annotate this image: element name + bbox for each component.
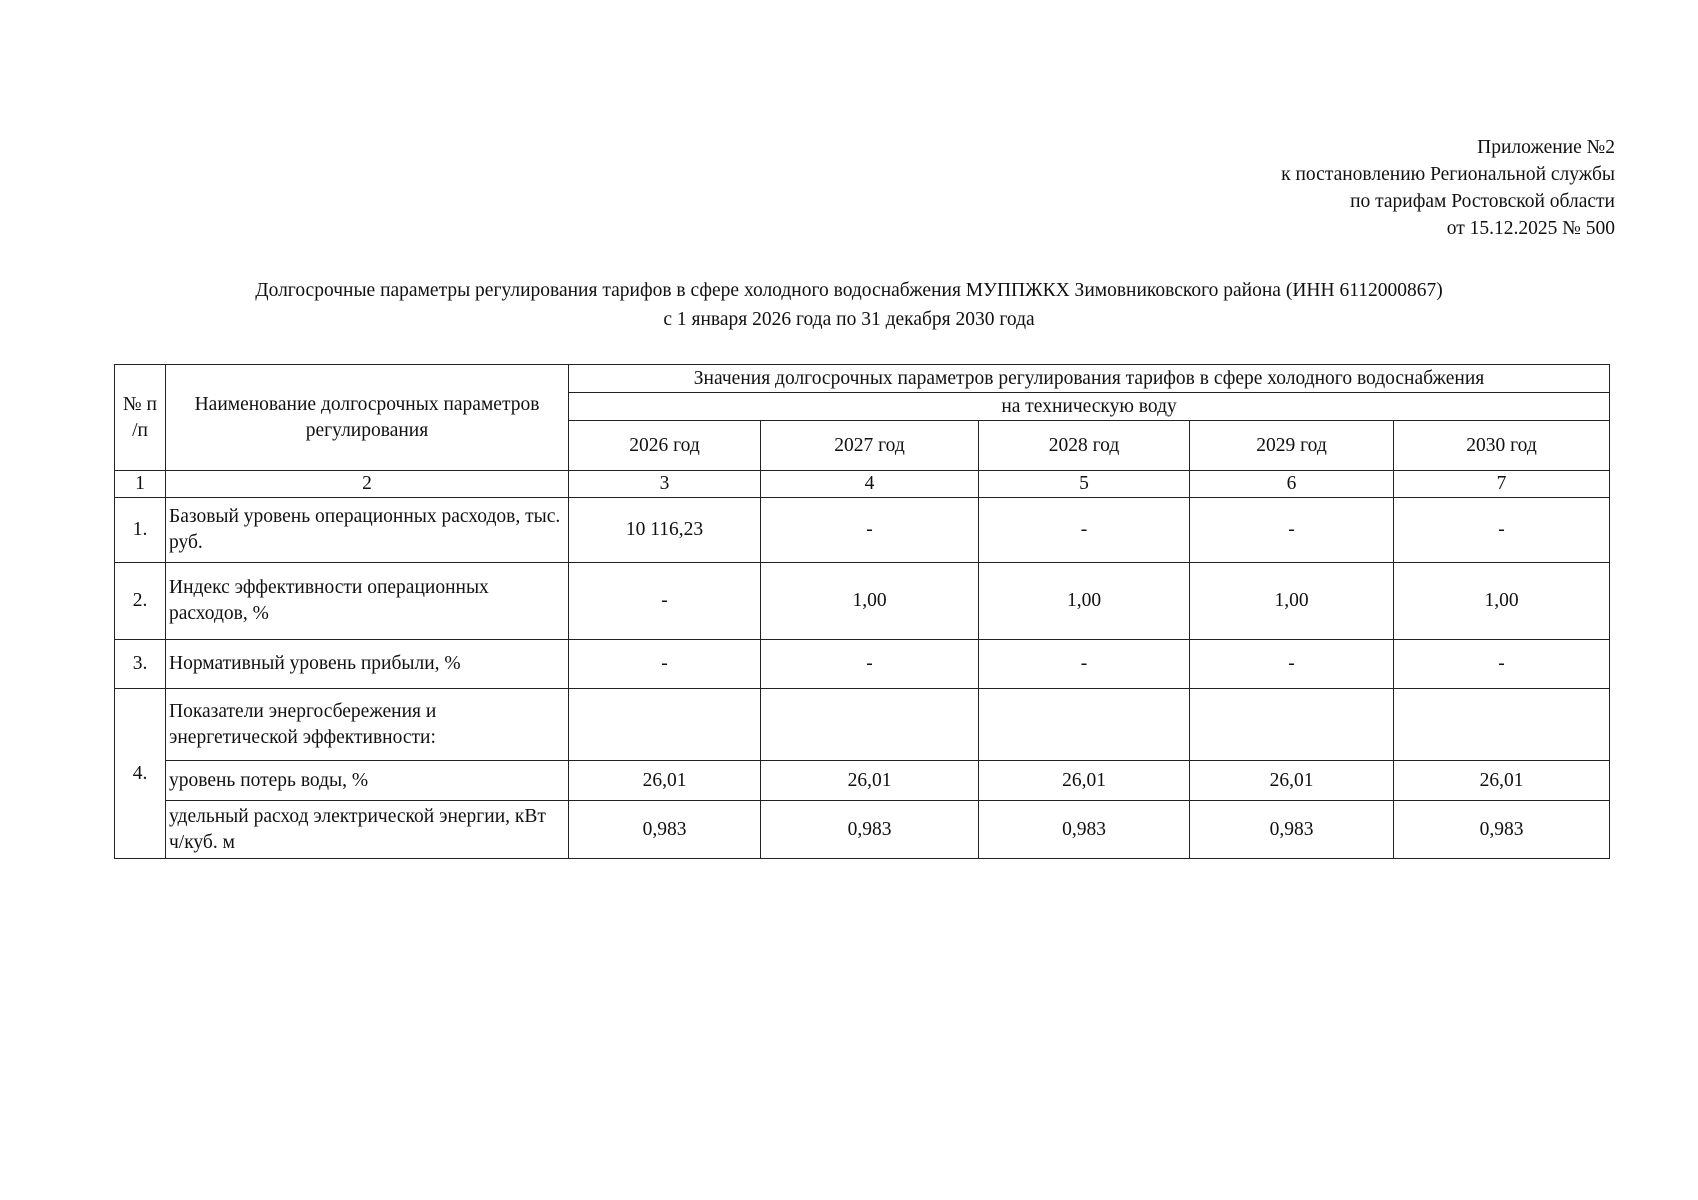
- row-value: 26,01: [569, 761, 761, 801]
- row-value: 0,983: [1394, 801, 1610, 859]
- row-num: 2.: [115, 563, 166, 640]
- column-number: 5: [979, 471, 1190, 498]
- row-value: -: [761, 640, 979, 689]
- row-value: 0,983: [1190, 801, 1394, 859]
- row-value: 0,983: [761, 801, 979, 859]
- row-value: 0,983: [569, 801, 761, 859]
- row-num: 1.: [115, 498, 166, 563]
- row-group-name: Показатели энергосбережения и энергетической эффективности:: [166, 689, 569, 761]
- row-name: Нормативный уровень прибыли, %: [166, 640, 569, 689]
- column-number: 6: [1190, 471, 1394, 498]
- row-value: 1,00: [979, 563, 1190, 640]
- column-number: 4: [761, 471, 979, 498]
- title-line-2: с 1 января 2026 года по 31 декабря 2030 года: [663, 309, 1035, 330]
- row-name: уровень потерь воды, %: [166, 761, 569, 801]
- row-value: -: [1190, 640, 1394, 689]
- column-numbers-row: [115, 471, 1610, 498]
- row-value: 26,01: [979, 761, 1190, 801]
- row-value: 26,01: [1394, 761, 1610, 801]
- title-line-1: Долгосрочные параметры регулирования тарифов в сфере холодного водоснабжения МУППЖКХ Зимовниковского района (ИНН 6112000867): [255, 280, 1443, 301]
- table-row: [115, 689, 1610, 761]
- header-year: 2028 год: [979, 421, 1190, 471]
- row-num: 3.: [115, 640, 166, 689]
- row-value: -: [569, 640, 761, 689]
- row-value: -: [761, 498, 979, 563]
- column-number: 7: [1394, 471, 1610, 498]
- empty-cell: [979, 689, 1190, 761]
- table-row: [115, 563, 1610, 640]
- header-year: 2027 год: [761, 421, 979, 471]
- row-value: -: [1394, 640, 1610, 689]
- header-year: 2029 год: [1190, 421, 1394, 471]
- row-value: 1,00: [761, 563, 979, 640]
- column-number: 3: [569, 471, 761, 498]
- empty-cell: [1394, 689, 1610, 761]
- row-value: 10 116,23: [569, 498, 761, 563]
- table-row: [115, 640, 1610, 689]
- row-value: -: [569, 563, 761, 640]
- empty-cell: [1190, 689, 1394, 761]
- header-year: 2030 год: [1394, 421, 1610, 471]
- row-value: 26,01: [761, 761, 979, 801]
- row-name: Базовый уровень операционных расходов, тыс. руб.: [166, 498, 569, 563]
- appendix-block: [1281, 134, 1615, 242]
- appendix-line-1: Приложение №2: [1477, 137, 1615, 158]
- column-number: 2: [166, 471, 569, 498]
- table-row: [115, 498, 1610, 563]
- header-subgroup: на техническую воду: [569, 393, 1610, 421]
- appendix-line-3: по тарифам Ростовской области: [1350, 191, 1615, 212]
- empty-cell: [569, 689, 761, 761]
- header-year: 2026 год: [569, 421, 761, 471]
- row-value: 1,00: [1394, 563, 1610, 640]
- document-title: [0, 276, 1698, 334]
- row-value: 0,983: [979, 801, 1190, 859]
- appendix-line-4: от 15.12.2025 № 500: [1446, 218, 1615, 239]
- header-values-group: Значения долгосрочных параметров регулирования тарифов в сфере холодного водоснабжения: [569, 365, 1610, 393]
- table-row: [115, 801, 1610, 859]
- empty-cell: [761, 689, 979, 761]
- row-value: 1,00: [1190, 563, 1394, 640]
- row-value: 26,01: [1190, 761, 1394, 801]
- header-name: Наименование долгосрочных параметров регулирования: [166, 365, 569, 471]
- row-value: -: [1394, 498, 1610, 563]
- row-value: -: [1190, 498, 1394, 563]
- row-value: -: [979, 640, 1190, 689]
- parameters-table: [114, 364, 1610, 859]
- header-num: № п /п: [115, 365, 166, 471]
- row-name: Индекс эффективности операционных расходов, %: [166, 563, 569, 640]
- appendix-line-2: к постановлению Региональной службы: [1281, 164, 1615, 185]
- table-row: [115, 761, 1610, 801]
- row-name: удельный расход электрической энергии, кВт ч/куб. м: [166, 801, 569, 859]
- column-number: 1: [115, 471, 166, 498]
- row-value: -: [979, 498, 1190, 563]
- row-num: 4.: [115, 689, 166, 859]
